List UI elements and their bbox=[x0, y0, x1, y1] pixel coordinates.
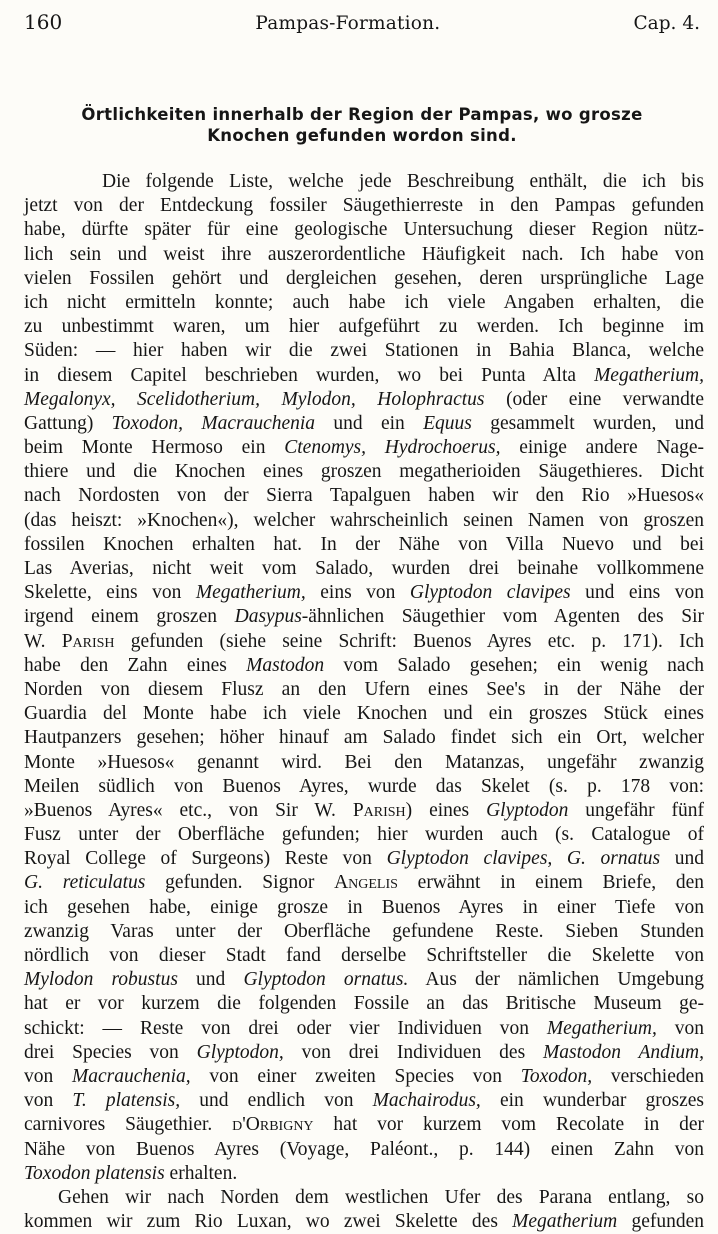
text-segment: und eins von bbox=[570, 582, 704, 604]
text-line bbox=[24, 992, 704, 1016]
text-segment: gefunden bbox=[617, 1211, 704, 1233]
text-segment: jetzt von der Entdeckung fossiler Säugethierreste in den Pampas gefunden bbox=[24, 195, 704, 217]
text-segment: vielen Fossilen gehört und dergleichen gesehen, deren ursprüngliche Lage bbox=[24, 267, 704, 289]
text-segment: kommen wir zum Rio Luxan, wo zwei Skelette des bbox=[24, 1211, 513, 1233]
text-line bbox=[24, 702, 704, 726]
text-segment: Monte »Huesos« genannt wird. Bei den Matanzas, ungefähr zwanzig bbox=[24, 751, 704, 773]
text-line bbox=[24, 1210, 704, 1234]
italic-text: Glyptodon ornatus. bbox=[243, 969, 409, 991]
text-line bbox=[24, 557, 704, 581]
text-segment: drei Species von bbox=[24, 1041, 197, 1063]
text-segment: Hautpanzers gesehen; höher hinauf am Salado findet sich ein Ort, welcher bbox=[24, 727, 704, 749]
italic-text: Toxodon, Macrauchenia bbox=[111, 412, 316, 434]
text-segment: carnivores Säugethier. bbox=[24, 1114, 233, 1136]
italic-text: T. platensis, bbox=[72, 1090, 181, 1112]
italic-text: Machairodus, bbox=[372, 1090, 481, 1112]
text-segment: lich sein und weist ihre auszerordentliche Häufigkeit nach. Ich habe von bbox=[24, 243, 704, 265]
small-caps-name: Parish bbox=[352, 799, 406, 821]
text-segment: Gattung) bbox=[24, 412, 112, 434]
text-line bbox=[24, 920, 704, 944]
text-segment: nach Nordosten von der Sierra Tapalguen haben wir den Rio »Huesos« bbox=[24, 485, 704, 507]
text-line bbox=[24, 871, 704, 895]
text-segment: Fusz unter der Oberfläche gefunden; hier wurden auch (s. Catalogue of bbox=[24, 824, 704, 846]
text-segment: ein wunderbar groszes bbox=[480, 1090, 705, 1112]
text-segment: nördlich von dieser Stadt fand derselbe Schriftsteller die Skelette von bbox=[24, 945, 704, 966]
italic-text: Glyptodon bbox=[486, 799, 569, 821]
text-segment: eins von bbox=[305, 582, 410, 604]
text-segment: hat vor kurzem vom Recolate in der bbox=[313, 1114, 704, 1136]
text-segment: von bbox=[24, 1065, 73, 1087]
section-heading bbox=[24, 104, 700, 146]
italic-text: Mylodon robustus bbox=[24, 969, 178, 991]
italic-text: G. reticulatus bbox=[24, 872, 146, 894]
text-line bbox=[24, 364, 704, 388]
text-line bbox=[24, 1089, 704, 1113]
text-segment: Norden von diesem Flusz an den Ufern eines See's in der Nähe der bbox=[24, 678, 704, 700]
text-segment: -ähnlichen Säugethier vom Agenten des Sir bbox=[301, 606, 704, 628]
italic-text: Mastodon Andium, bbox=[542, 1041, 704, 1063]
italic-text: Macrauchenia, bbox=[72, 1065, 191, 1087]
text-segment: zu unbestimmt waren, um hier aufgeführt zu werden. Ich beginne im bbox=[24, 316, 704, 338]
text-line bbox=[24, 799, 704, 823]
text-line bbox=[24, 630, 704, 654]
text-line bbox=[24, 1017, 704, 1041]
italic-text: Toxodon platensis bbox=[24, 1162, 165, 1184]
text-segment: ungefähr fünf bbox=[568, 799, 705, 821]
text-segment: von bbox=[656, 1017, 704, 1039]
text-line bbox=[24, 533, 704, 557]
text-segment: einige andere Nage- bbox=[500, 437, 704, 459]
text-line bbox=[24, 339, 704, 363]
text-segment: Las Averias, nicht weit vom Salado, wurden drei beinahe vollkommene bbox=[24, 558, 704, 579]
text-segment: von einer zweiten Species von bbox=[190, 1065, 521, 1087]
body-text bbox=[24, 170, 704, 1234]
text-segment: und bbox=[177, 969, 244, 991]
text-line bbox=[24, 775, 704, 799]
section-heading-line-1: Örtlichkeiten innerhalb der Region der Pampas, wo grosze bbox=[81, 105, 643, 124]
text-segment: erwähnt in einem Briefe, den bbox=[397, 872, 704, 894]
text-line bbox=[24, 170, 704, 194]
italic-text: Megatherium, bbox=[546, 1017, 657, 1039]
italic-text: Glyptodon clavipes bbox=[409, 582, 571, 604]
text-line bbox=[24, 654, 704, 678]
italic-text: Megatherium, bbox=[195, 582, 306, 604]
italic-text: Toxodon, bbox=[520, 1065, 593, 1087]
italic-text: Megalonyx, Scelidotherium, Mylodon, Holophractus bbox=[24, 388, 485, 410]
text-segment: Gehen wir nach Norden dem westlichen Ufer des Parana entlang, so bbox=[58, 1186, 704, 1208]
text-segment: irgend einem groszen bbox=[24, 606, 235, 628]
text-segment: von bbox=[24, 1090, 73, 1112]
text-line bbox=[24, 388, 704, 412]
text-segment: Aus der nämlichen Umgebung bbox=[408, 969, 705, 991]
text-segment: vom Salado gesehen; ein wenig nach bbox=[324, 654, 704, 676]
text-segment: verschieden bbox=[592, 1065, 705, 1087]
text-segment: habe den Zahn eines bbox=[24, 654, 247, 676]
small-caps-name: Parish bbox=[61, 630, 115, 652]
text-line bbox=[24, 944, 704, 968]
text-line bbox=[24, 484, 704, 508]
text-line bbox=[24, 315, 704, 339]
text-line bbox=[24, 581, 704, 605]
text-segment: gesammelt wurden, und bbox=[471, 412, 704, 434]
text-line bbox=[24, 1162, 704, 1186]
chapter-label: Cap. 4. bbox=[633, 13, 700, 34]
text-segment: ich nicht ermitteln konnte; auch habe ich viele Angaben erhalten, die bbox=[24, 291, 704, 313]
text-segment: und ein bbox=[315, 412, 424, 434]
text-line bbox=[24, 412, 704, 436]
text-line bbox=[24, 509, 704, 533]
text-line bbox=[24, 291, 704, 315]
italic-text: Glyptodon, bbox=[196, 1041, 284, 1063]
text-segment: ) eines bbox=[405, 799, 487, 821]
running-title: Pampas-Formation. bbox=[255, 13, 441, 34]
section-heading-line-2: Knochen gefunden wordon sind. bbox=[207, 126, 517, 145]
text-line bbox=[24, 218, 704, 242]
small-caps-name: Angelis bbox=[334, 872, 398, 894]
text-segment: W. bbox=[24, 630, 62, 652]
text-segment: und bbox=[660, 848, 705, 870]
italic-text: Glyptodon clavipes, G. ornatus bbox=[386, 848, 661, 870]
italic-text: Dasypus bbox=[234, 606, 302, 628]
text-segment: und endlich von bbox=[180, 1090, 373, 1112]
text-line bbox=[24, 1041, 704, 1065]
text-segment: von drei Individuen des bbox=[283, 1041, 543, 1063]
text-segment: in diesem Capitel beschrieben wurden, wo bei Punta Alta bbox=[24, 364, 595, 386]
text-segment: habe, dürfte später für eine geologische Untersuchung dieser Region nütz- bbox=[24, 219, 704, 241]
text-line bbox=[24, 460, 704, 484]
italic-text: Mastodon bbox=[246, 654, 325, 676]
text-segment: Nähe von Buenos Ayres (Voyage, Paléont., p. 144) einen Zahn von bbox=[24, 1138, 704, 1160]
text-segment: Süden: — hier haben wir die zwei Stationen in Bahia Blanca, welche bbox=[24, 340, 704, 362]
text-segment: gefunden (siehe seine Schrift: Buenos Ayres etc. p. 171). Ich bbox=[114, 630, 704, 652]
text-line bbox=[24, 726, 704, 750]
running-head bbox=[24, 10, 700, 36]
italic-text: Equus bbox=[423, 412, 472, 434]
text-segment: »Buenos Ayres« etc., von Sir W. bbox=[24, 799, 353, 821]
italic-text: Megatherium, bbox=[594, 364, 704, 386]
italic-text: Ctenomys, Hydrochoerus, bbox=[284, 437, 501, 459]
text-line bbox=[24, 267, 704, 291]
text-segment: Die folgende Liste, welche jede Beschreibung enthält, die ich bis bbox=[102, 171, 704, 192]
text-segment: Skelette, eins von bbox=[24, 582, 196, 604]
text-line bbox=[24, 243, 704, 267]
text-segment: schickt: — Reste von drei oder vier Individuen von bbox=[24, 1017, 547, 1039]
text-line bbox=[24, 194, 704, 218]
text-segment: (oder eine verwandte bbox=[484, 388, 704, 410]
italic-text: Megatherium bbox=[512, 1211, 618, 1233]
text-line bbox=[24, 968, 704, 992]
text-segment: beim Monte Hermoso ein bbox=[24, 437, 285, 459]
text-line bbox=[24, 896, 704, 920]
text-segment: ich gesehen habe, einige grosze in Buenos Ayres in einer Tiefe von bbox=[24, 896, 704, 918]
text-segment: hat er vor kurzem die folgenden Fossile an das Britische Museum ge- bbox=[24, 993, 704, 1015]
text-line bbox=[24, 1138, 704, 1162]
text-line bbox=[24, 1065, 704, 1089]
page-number: 160 bbox=[24, 10, 63, 34]
text-segment: gefunden. Signor bbox=[145, 872, 335, 894]
text-line bbox=[24, 823, 704, 847]
text-segment: Guardia del Monte habe ich viele Knochen und ein groszes Stück eines bbox=[24, 703, 704, 725]
text-segment: zwanzig Varas unter der Oberfläche gefundene Reste. Sieben Stunden bbox=[24, 920, 704, 942]
text-line bbox=[24, 605, 704, 629]
text-segment: (das heiszt: »Knochen«), welcher wahrscheinlich seinen Namen von groszen bbox=[24, 509, 704, 531]
text-segment: erhalten. bbox=[164, 1162, 238, 1184]
text-line bbox=[24, 847, 704, 871]
text-line bbox=[24, 678, 704, 702]
text-line bbox=[24, 1186, 704, 1210]
text-line bbox=[24, 436, 704, 460]
text-segment: Royal College of Surgeons) Reste von bbox=[24, 848, 387, 870]
text-segment: fossilen Knochen erhalten hat. In der Nähe von Villa Nuevo und bei bbox=[24, 533, 704, 555]
small-caps-name: d'Orbigny bbox=[232, 1114, 314, 1136]
text-line bbox=[24, 751, 704, 775]
text-segment: thiere und die Knochen eines groszen megatherioiden Säugethieres. Dicht bbox=[24, 461, 704, 483]
text-segment: Meilen südlich von Buenos Ayres, wurde das Skelet (s. p. 178 von: bbox=[24, 775, 704, 797]
text-line bbox=[24, 1113, 704, 1137]
